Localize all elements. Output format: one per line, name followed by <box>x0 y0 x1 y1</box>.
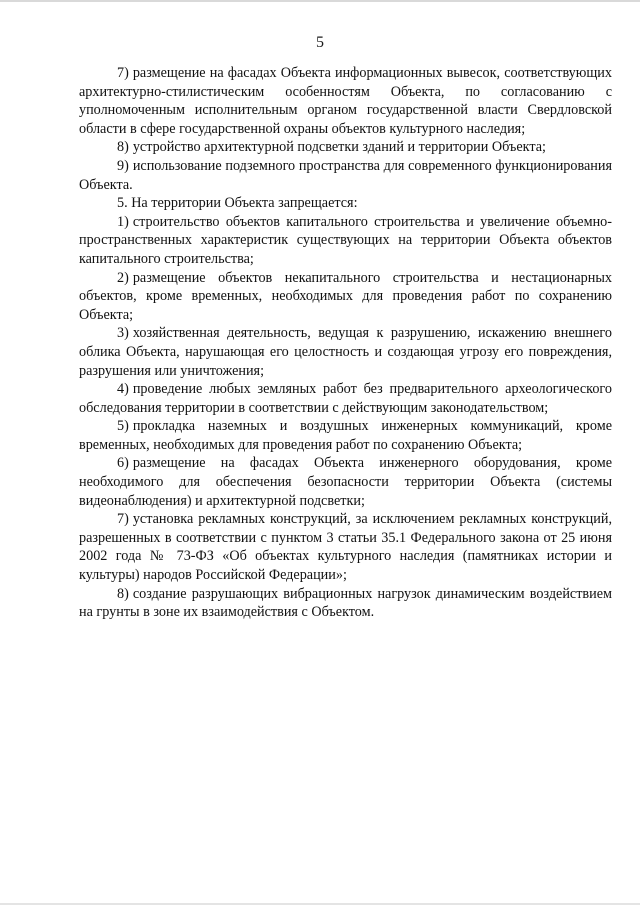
item-text: размещение на фасадах Объекта инженерного оборудования, кроме необходимого для обеспечения безопасности территории Объекта (системы видеонаблюдения) и архитектурной подсветки; <box>79 455 612 509</box>
list-item-9-underground <box>79 157 612 194</box>
item-number: 6) <box>117 455 129 472</box>
item-text: размещение на фасадах Объекта информационных вывесок, соответствующих архитектурно-стилистическим особенностям Объекта, по согласованию с уполномоченным исполнительным органом государственной власти Свердловской области в сфере государственной охраны объектов культурного наследия; <box>79 65 612 137</box>
item-number: 4) <box>117 381 129 398</box>
item-text: строительство объектов капитального строительства и увеличение объемно-пространственных характеристик существующих на территории Объекта объектов капитального строительства; <box>79 213 612 267</box>
item-number: 8) <box>117 139 129 156</box>
item-text: хозяйственная деятельность, ведущая к разрушению, искажению внешнего облика Объекта, нарушающая его целостность и создающая угрозу его повреждения, разрушения или уничтожения; <box>79 325 612 379</box>
item-number: 7) <box>117 511 129 528</box>
item-number: 8) <box>117 585 129 602</box>
list-item-6-equipment <box>79 454 612 510</box>
item-number: 3) <box>117 325 129 342</box>
list-item-3-economic-activity <box>79 324 612 380</box>
list-item-5-utilities <box>79 417 612 454</box>
item-text: использование подземного пространства для современного функционирования Объекта. <box>79 157 612 193</box>
list-item-7-signage <box>79 64 612 138</box>
item-number: 2) <box>117 269 129 286</box>
page-number: 5 <box>316 34 324 51</box>
list-item-8-vibration <box>79 585 612 622</box>
list-item-8-lighting <box>79 138 612 157</box>
list-item-4-earthworks <box>79 380 612 417</box>
item-text: устройство архитектурной подсветки зданий и территории Объекта; <box>132 139 546 156</box>
item-number: 9) <box>117 157 129 174</box>
item-text: размещение объектов некапитального строительства и нестационарных объектов, кроме временных, необходимых для проведения работ по сохранению Объекта; <box>79 269 612 323</box>
section-heading-prohibited <box>79 194 612 213</box>
document-body <box>79 64 612 622</box>
section-heading-text: 5. На территории Объекта запрещается: <box>117 195 358 212</box>
list-item-2-non-capital <box>79 269 612 325</box>
item-number: 5) <box>117 418 129 435</box>
item-text: установка рекламных конструкций, за исключением рекламных конструкций, разрешенных в соответствии с пунктом 3 статьи 35.1 Федерального закона от 25 июня 2002 года № 73-ФЗ «Об объектах культурного наследия (памятниках истории и культуры) народов Российской Федерации»; <box>79 511 612 584</box>
item-text: прокладка наземных и воздушных инженерных коммуникаций, кроме временных, необходимых для проведения работ по сохранению Объекта; <box>79 418 612 453</box>
item-number: 1) <box>117 213 129 230</box>
item-number: 7) <box>117 65 129 81</box>
item-text: проведение любых земляных работ без предварительного археологического обследования территории в соответствии с действующим законодательством; <box>79 381 612 416</box>
list-item-1-construction <box>79 213 612 269</box>
list-item-7-advertising <box>79 510 612 584</box>
item-text: создание разрушающих вибрационных нагрузок динамическим воздействием на грунты в зоне их взаимодействия с Объектом. <box>79 585 612 621</box>
